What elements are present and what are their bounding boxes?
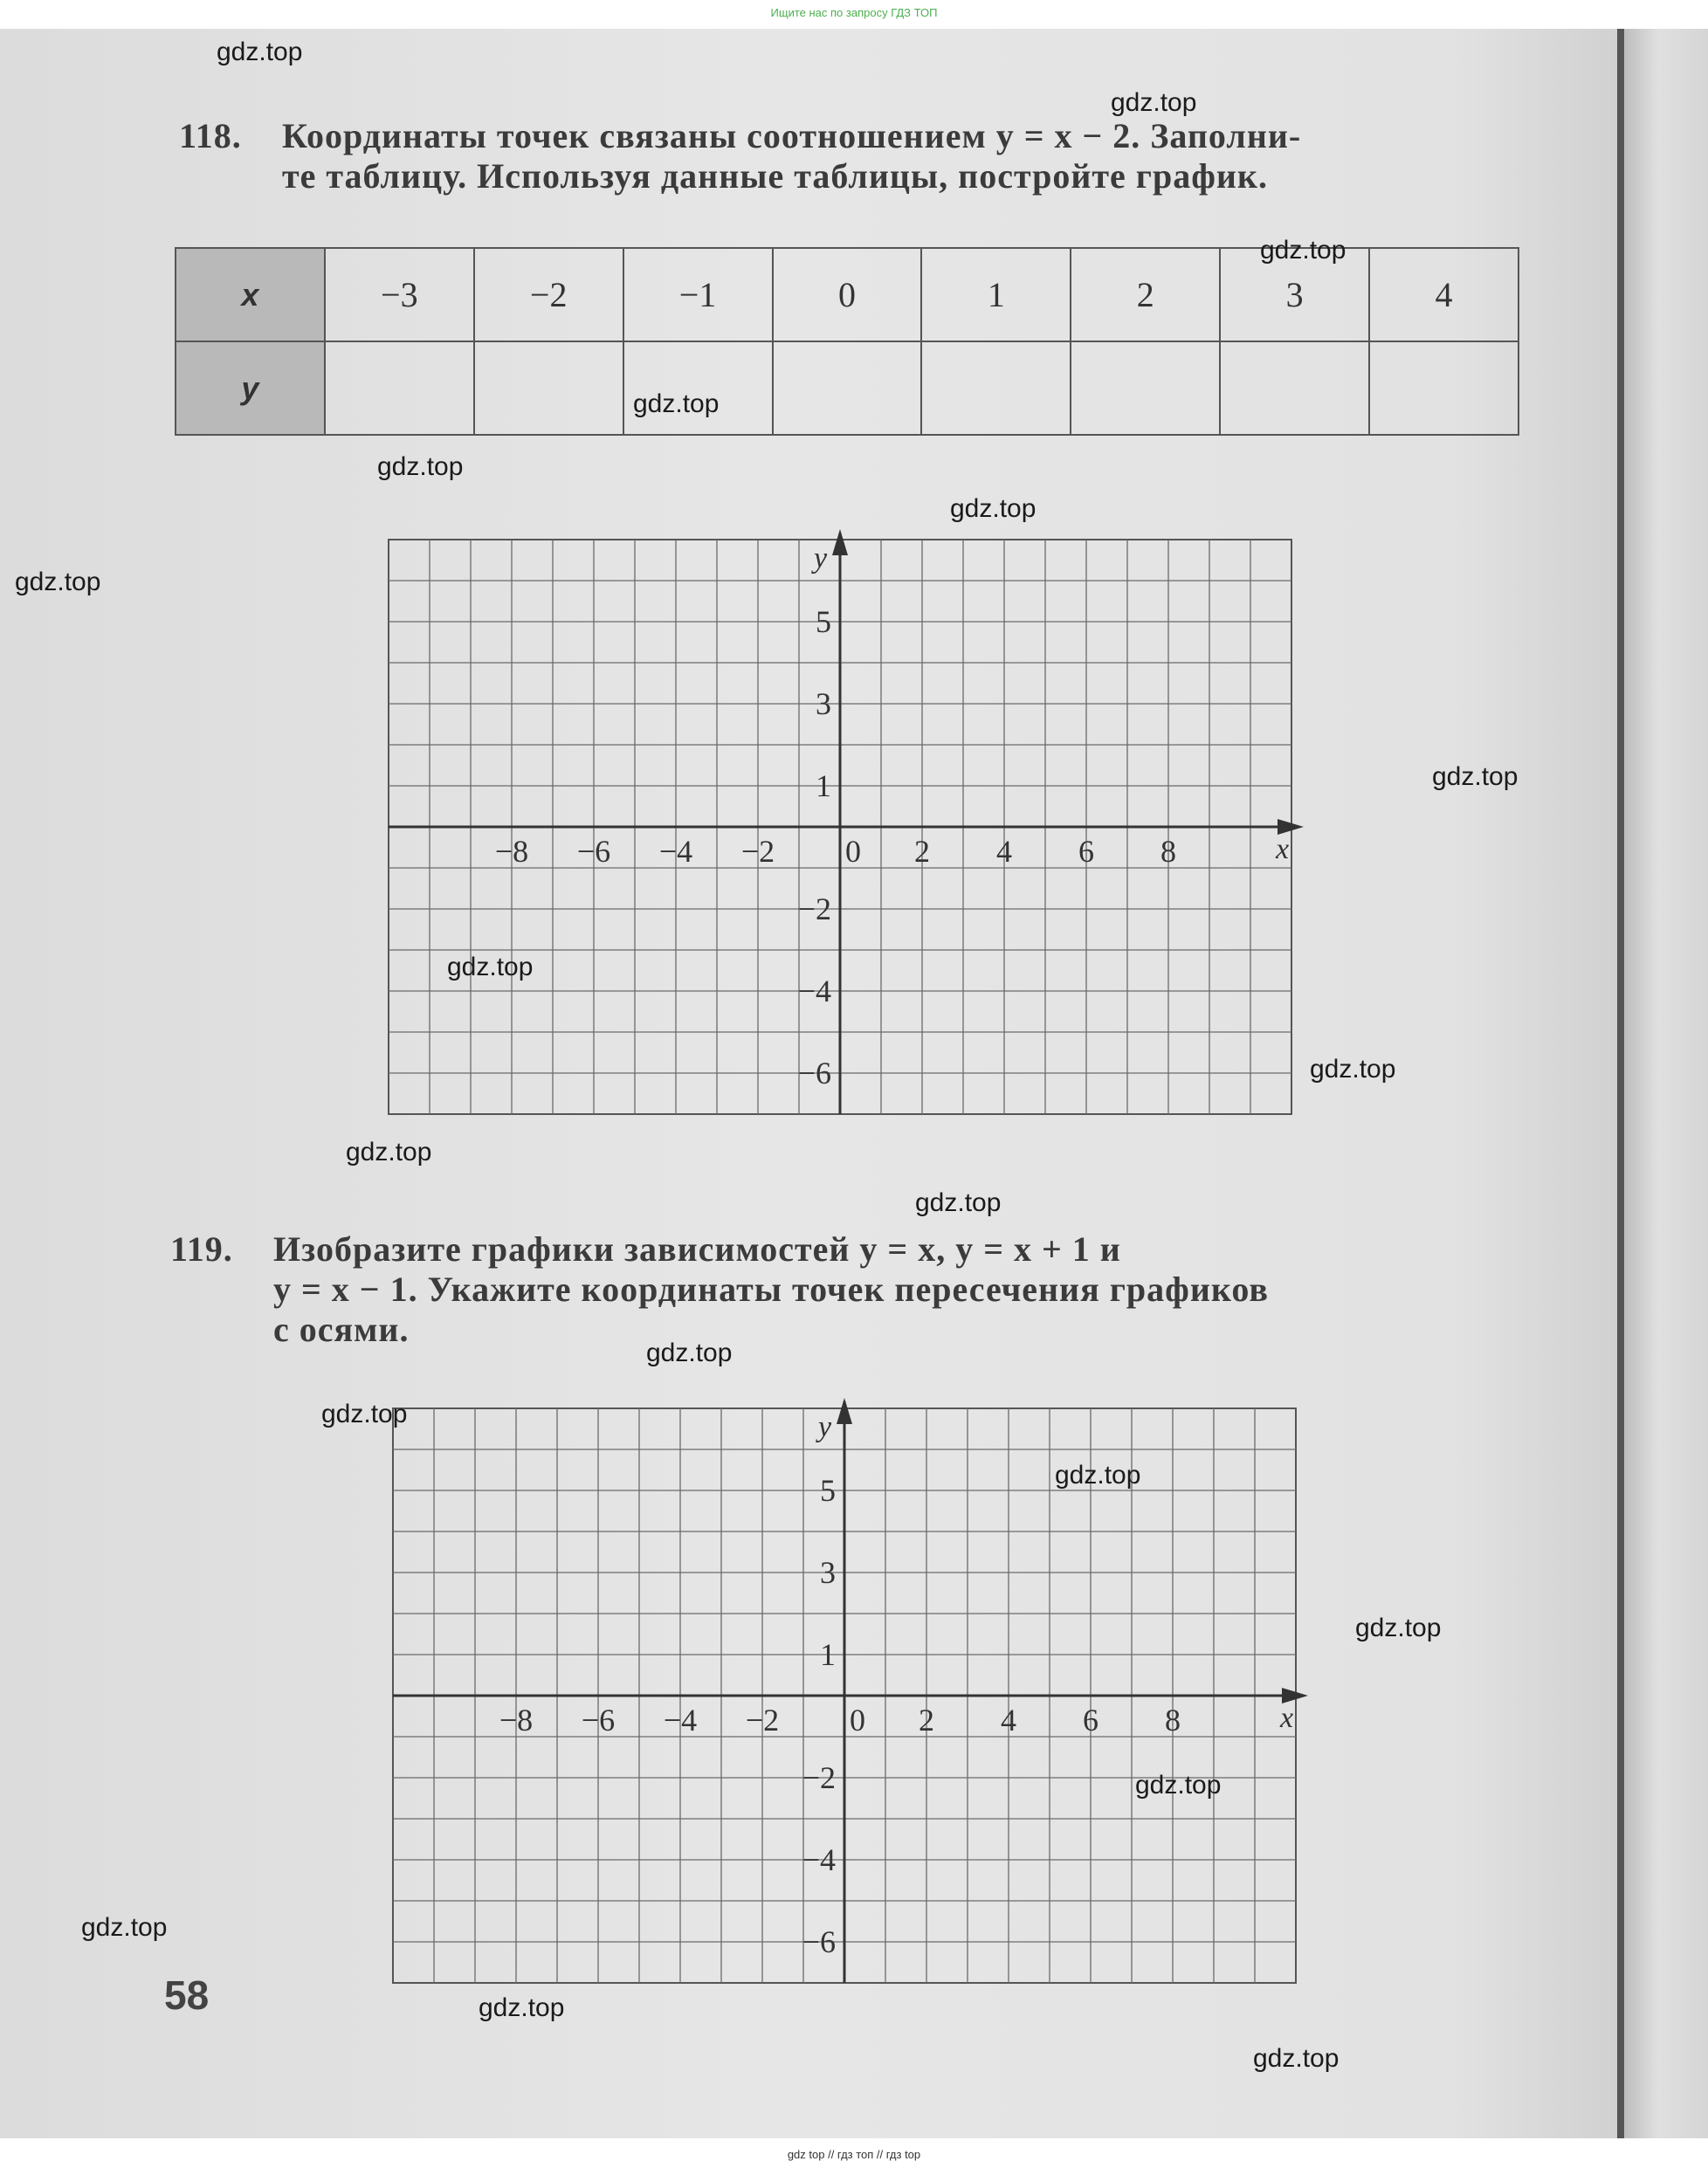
task-text: Координаты точек связаны соотношением y = x − 2. Заполни- <box>282 116 1302 155</box>
y-tick-label: −6 <box>797 1056 831 1091</box>
table-cell: 3 <box>1220 248 1369 341</box>
y-axis-label: y <box>814 542 828 575</box>
watermark: gdz.top <box>1253 2044 1340 2073</box>
x-tick-label: −8 <box>499 1703 534 1738</box>
y-tick-label: 1 <box>820 1637 836 1672</box>
watermark: gdz.top <box>217 38 303 66</box>
x-tick-label: 4 <box>996 834 1012 869</box>
coordinate-grid-1[interactable] <box>380 531 1292 1146</box>
table-header-x: x <box>176 248 325 341</box>
task-text: с осями. <box>273 1310 410 1349</box>
watermark: gdz.top <box>950 494 1037 523</box>
watermark: gdz.top <box>321 1400 408 1428</box>
table-cell-empty[interactable] <box>1071 341 1220 435</box>
x-tick-label: −4 <box>658 834 693 869</box>
origin-label: 0 <box>850 1703 865 1738</box>
watermark: gdz.top <box>1135 1771 1222 1800</box>
values-table <box>175 247 1519 436</box>
y-tick-label: −4 <box>802 1842 836 1877</box>
table-cell-empty[interactable] <box>921 341 1071 435</box>
y-tick-label: 5 <box>816 604 831 639</box>
watermark: gdz.top <box>447 953 534 981</box>
y-tick-label: −2 <box>802 1760 836 1795</box>
table-cell: 0 <box>773 248 922 341</box>
task-text: y = x − 1. Укажите координаты точек пересечения графиков <box>273 1270 1270 1309</box>
x-axis-label: x <box>1280 1702 1294 1734</box>
watermark: gdz.top <box>1260 236 1346 265</box>
task-118 <box>179 116 1524 196</box>
task-text: те таблицу. Используя данные таблицы, постройте график. <box>282 156 1268 196</box>
book-spine <box>1617 29 1624 2138</box>
coordinate-grid-2[interactable] <box>384 1400 1297 2015</box>
table-cell-empty[interactable] <box>623 341 773 435</box>
y-tick-label: 3 <box>816 686 831 721</box>
task-number: 119. <box>170 1229 233 1269</box>
x-tick-label: −2 <box>745 1703 780 1738</box>
watermark: gdz.top <box>1111 88 1197 117</box>
origin-label: 0 <box>845 834 861 869</box>
watermark: gdz.top <box>1432 762 1519 791</box>
table-cell-empty[interactable] <box>773 341 922 435</box>
watermark: gdz.top <box>633 389 720 418</box>
y-tick-label: 5 <box>820 1473 836 1508</box>
watermark: gdz.top <box>1355 1614 1442 1642</box>
table-cell: −1 <box>623 248 773 341</box>
watermark: gdz.top <box>1055 1461 1141 1490</box>
table-cell: 1 <box>921 248 1071 341</box>
x-axis-label: x <box>1276 833 1290 865</box>
x-tick-label: 8 <box>1160 834 1176 869</box>
next-page-edge <box>1624 29 1708 2138</box>
x-tick-label: 2 <box>919 1703 934 1738</box>
task-119 <box>170 1229 1524 1350</box>
task-number: 118. <box>179 116 242 155</box>
y-tick-label: −6 <box>802 1924 836 1959</box>
table-header-y: y <box>176 341 325 435</box>
watermark: gdz.top <box>81 1913 168 1942</box>
x-tick-label: 6 <box>1083 1703 1098 1738</box>
y-tick-label: 1 <box>816 768 831 803</box>
x-tick-label: −6 <box>581 1703 616 1738</box>
table-cell-empty[interactable] <box>325 341 474 435</box>
table-cell: 2 <box>1071 248 1220 341</box>
y-tick-label: −2 <box>797 891 831 926</box>
table-cell: 4 <box>1369 248 1519 341</box>
watermark: gdz.top <box>646 1339 733 1367</box>
watermark: gdz.top <box>346 1138 432 1167</box>
x-tick-label: 8 <box>1165 1703 1181 1738</box>
x-tick-label: −8 <box>494 834 529 869</box>
watermark: gdz.top <box>15 568 101 596</box>
watermark: gdz.top <box>479 1993 565 2022</box>
table-row-y <box>176 341 1519 435</box>
header-banner: Ищите нас по запросу ГДЗ ТОП <box>770 6 938 19</box>
x-tick-label: −6 <box>576 834 611 869</box>
watermark: gdz.top <box>377 452 464 481</box>
x-tick-label: 4 <box>1001 1703 1016 1738</box>
y-axis-arrow-icon <box>832 529 848 555</box>
y-tick-label: −4 <box>797 974 831 1008</box>
table-cell-empty[interactable] <box>1369 341 1519 435</box>
y-axis-arrow-icon <box>837 1398 852 1424</box>
y-tick-label: 3 <box>820 1555 836 1590</box>
page-number: 58 <box>164 1972 210 2018</box>
watermark: gdz.top <box>1310 1055 1396 1084</box>
y-axis-label: y <box>818 1411 832 1443</box>
footer-banner: gdz top // гдз топ // гдз top <box>787 2148 921 2161</box>
x-tick-label: −2 <box>740 834 775 869</box>
x-tick-label: 2 <box>914 834 930 869</box>
table-cell-empty[interactable] <box>1220 341 1369 435</box>
x-tick-label: 6 <box>1078 834 1094 869</box>
watermark: gdz.top <box>915 1188 1002 1217</box>
x-tick-label: −4 <box>663 1703 698 1738</box>
table-cell: −3 <box>325 248 474 341</box>
table-cell: −2 <box>474 248 623 341</box>
table-cell-empty[interactable] <box>474 341 623 435</box>
task-text: Изобразите графики зависимостей y = x, y = x + 1 и <box>273 1229 1121 1269</box>
textbook-page <box>0 29 1708 2138</box>
